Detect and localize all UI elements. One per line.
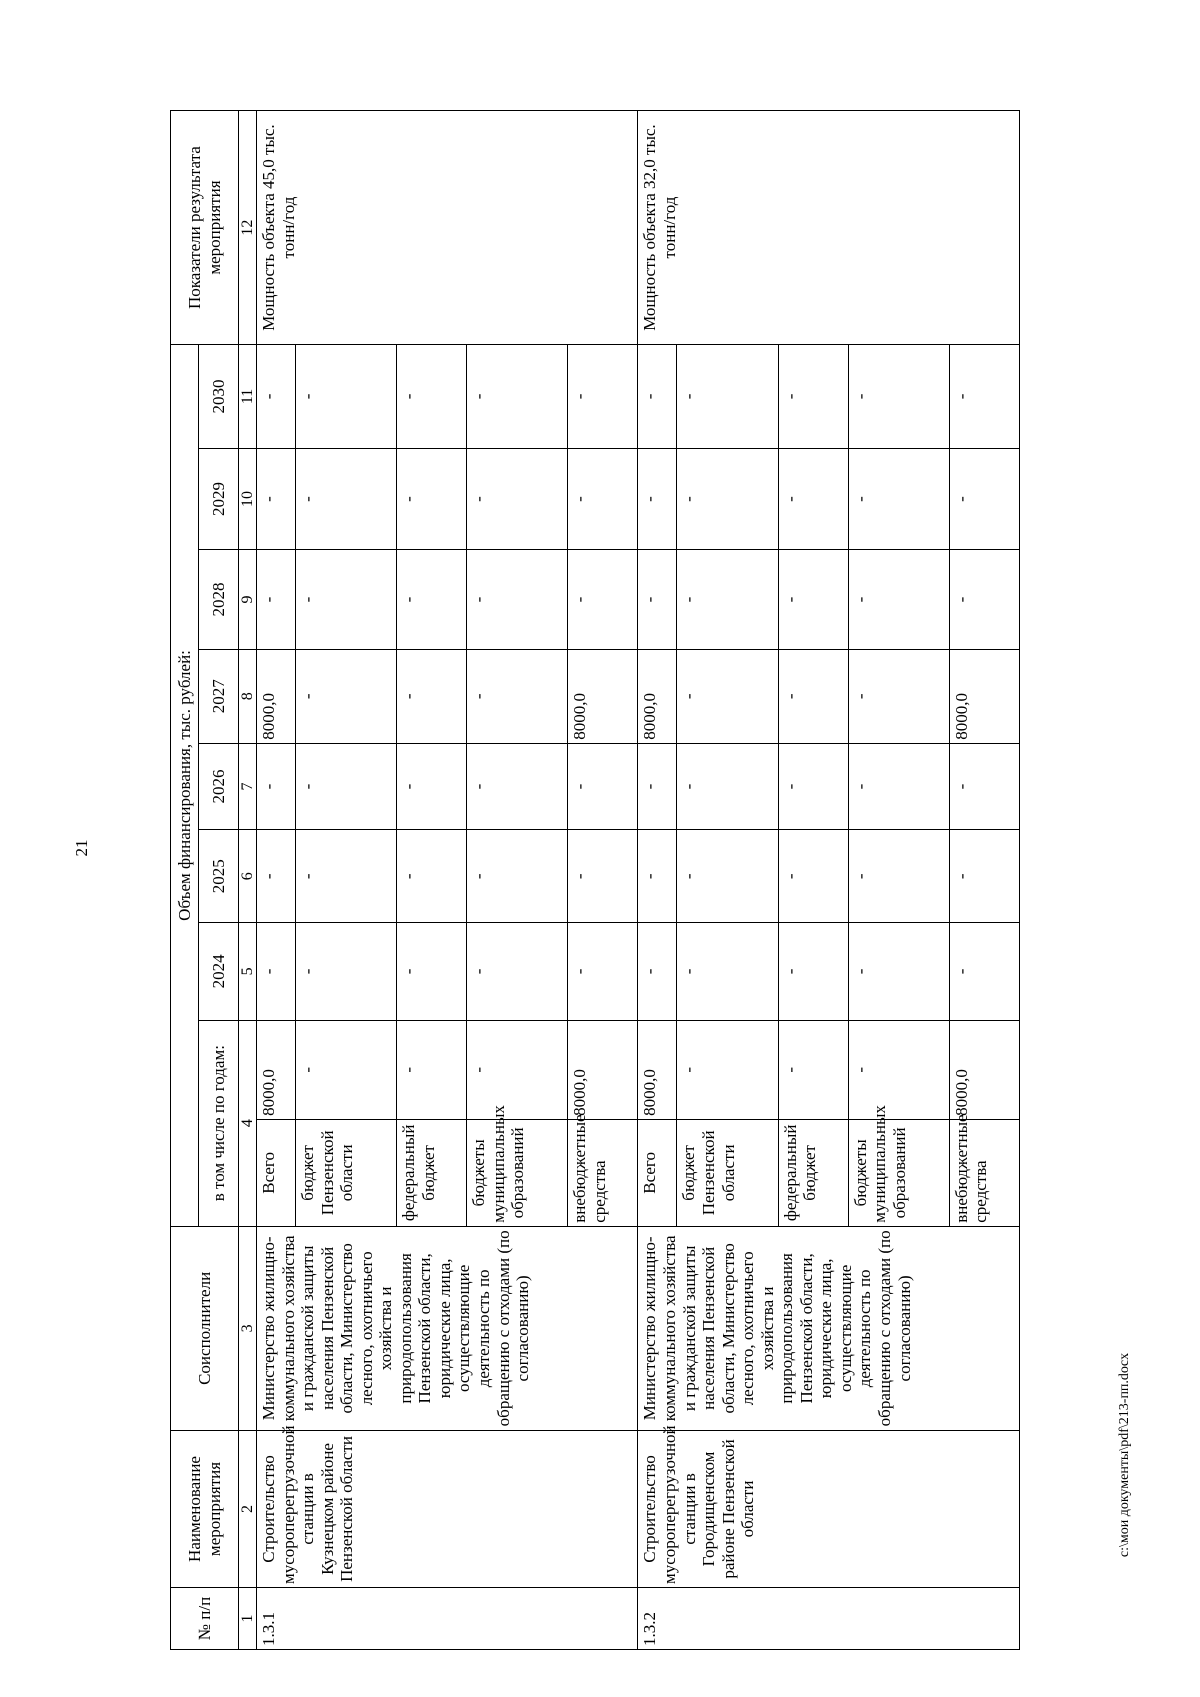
funding-year-value: -	[568, 830, 638, 923]
funding-year-value: -	[397, 550, 467, 649]
item-name: Строительство мусороперегрузочной станции в Кузнецком районе Пензенской области	[257, 1430, 638, 1587]
funding-year-value: -	[848, 649, 949, 743]
funding-year-value: -	[638, 550, 677, 649]
funding-source: внебюджетные средства	[949, 1119, 1019, 1226]
funding-year-value: -	[467, 830, 568, 923]
funding-year-value: -	[949, 448, 1019, 550]
funding-year-value: -	[677, 830, 778, 923]
funding-year-value: -	[467, 550, 568, 649]
column-number: 11	[239, 345, 257, 449]
funding-year-value: -	[295, 649, 396, 743]
header-year: 2027	[199, 649, 239, 743]
funding-source: бюджет Пензенской области	[677, 1119, 778, 1226]
funding-year-value: -	[467, 923, 568, 1020]
item-result: Мощность объекта 45,0 тыс. тонн/год	[257, 111, 638, 345]
header-result: Показатели результата мероприятия	[171, 111, 239, 345]
funding-year-value: -	[677, 923, 778, 1020]
funding-source: бюджет Пензенской области	[295, 1119, 396, 1226]
header-coexecutors: Соисполнители	[171, 1226, 239, 1430]
funding-year-value: -	[295, 550, 396, 649]
funding-year-value: -	[778, 830, 848, 923]
table-row	[638, 111, 677, 1650]
funding-year-value: -	[257, 830, 296, 923]
header-year: 2029	[199, 448, 239, 550]
page-number: 21	[72, 839, 91, 857]
funding-year-value: -	[638, 923, 677, 1020]
funding-year-value: -	[677, 550, 778, 649]
funding-source: федеральный бюджет	[397, 1119, 467, 1226]
funding-year-value: -	[949, 743, 1019, 830]
funding-year-value: -	[848, 345, 949, 449]
funding-year-value: -	[568, 923, 638, 1020]
header-num: № п/п	[171, 1588, 239, 1650]
column-number: 12	[239, 111, 257, 345]
column-number: 9	[239, 550, 257, 649]
funding-year-value: -	[397, 743, 467, 830]
funding-year-value: -	[848, 550, 949, 649]
header-year: 2024	[199, 923, 239, 1020]
funding-year-value: -	[638, 345, 677, 449]
funding-total: 8000,0	[638, 1020, 677, 1119]
column-number: 1	[239, 1588, 257, 1650]
funding-year-value: 8000,0	[949, 649, 1019, 743]
header-year: 2026	[199, 743, 239, 830]
funding-year-value: -	[949, 923, 1019, 1020]
funding-year-value: -	[295, 448, 396, 550]
column-number: 4	[239, 1020, 257, 1226]
funding-year-value: -	[778, 448, 848, 550]
funding-year-value: -	[257, 550, 296, 649]
funding-year-value: -	[568, 743, 638, 830]
funding-year-value: -	[295, 743, 396, 830]
funding-year-value: -	[638, 448, 677, 550]
funding-total: -	[677, 1020, 778, 1119]
funding-year-value: -	[778, 649, 848, 743]
funding-year-value: 8000,0	[257, 649, 296, 743]
funding-year-value: -	[848, 743, 949, 830]
funding-year-value: -	[677, 743, 778, 830]
funding-year-value: 8000,0	[568, 649, 638, 743]
item-coexecutors: Министерство жилищно-коммунального хозяйства и гражданской защиты населения Пензенской области, Министерство лесного, охотничьего хозяйства и природопользования Пензенской области, юридические лица, осуществляющие деятельность по обращению с отходами (по согласованию)	[257, 1226, 638, 1430]
funding-year-value: -	[778, 923, 848, 1020]
funding-year-value: -	[257, 448, 296, 550]
rotated-table-wrapper	[170, 110, 1020, 1650]
funding-year-value: -	[397, 830, 467, 923]
funding-year-value: -	[677, 649, 778, 743]
header-incl-years: в том числе по годам:	[199, 1020, 239, 1226]
footer-file-path: c:\мои документы\pdf\213-пп.docx	[1117, 1352, 1132, 1558]
header-name: Наименование мероприятия	[171, 1430, 239, 1587]
funding-source: бюджеты муниципальных образований	[848, 1119, 949, 1226]
funding-year-value: -	[295, 830, 396, 923]
column-number: 5	[239, 923, 257, 1020]
funding-year-value: -	[467, 649, 568, 743]
header-year: 2030	[199, 345, 239, 449]
funding-year-value: -	[397, 448, 467, 550]
funding-year-value: -	[257, 743, 296, 830]
funding-total: 8000,0	[257, 1020, 296, 1119]
funding-year-value: -	[568, 448, 638, 550]
header-year: 2025	[199, 830, 239, 923]
funding-total: -	[467, 1020, 568, 1119]
item-result: Мощность объекта 32,0 тыс. тонн/год	[638, 111, 1020, 345]
item-coexecutors: Министерство жилищно-коммунального хозяйства и гражданской защиты населения Пензенской области, Министерство лесного, охотничьего хозяйства и природопользования Пензенской области, юридические лица, осуществляющие деятельность по обращению с отходами (по согласованию)	[638, 1226, 1020, 1430]
funding-total: -	[778, 1020, 848, 1119]
column-number: 7	[239, 743, 257, 830]
funding-year-value: -	[397, 649, 467, 743]
funding-year-value: -	[638, 743, 677, 830]
funding-total: -	[848, 1020, 949, 1119]
funding-year-value: -	[568, 345, 638, 449]
funding-year-value: -	[848, 830, 949, 923]
column-number: 8	[239, 649, 257, 743]
financing-table	[170, 110, 1020, 1650]
funding-year-value: -	[397, 345, 467, 449]
funding-year-value: -	[257, 345, 296, 449]
funding-year-value: -	[467, 743, 568, 830]
funding-year-value: -	[467, 345, 568, 449]
funding-total: 8000,0	[568, 1020, 638, 1119]
funding-total: -	[295, 1020, 396, 1119]
funding-year-value: -	[778, 345, 848, 449]
funding-year-value: -	[848, 448, 949, 550]
funding-source: внебюджетные средства	[568, 1119, 638, 1226]
funding-year-value: -	[295, 345, 396, 449]
funding-year-value: -	[295, 923, 396, 1020]
funding-year-value: -	[257, 923, 296, 1020]
header-financing-volume: Объем финансирования, тыс. рублей:	[171, 345, 199, 1227]
funding-year-value: -	[677, 345, 778, 449]
funding-year-value: -	[677, 448, 778, 550]
header-year: 2028	[199, 550, 239, 649]
column-number: 2	[239, 1430, 257, 1587]
funding-year-value: -	[778, 743, 848, 830]
funding-source: бюджеты муниципальных образований	[467, 1119, 568, 1226]
funding-year-value: -	[467, 448, 568, 550]
column-number: 6	[239, 830, 257, 923]
funding-source: Всего	[257, 1119, 296, 1226]
funding-year-value: -	[568, 550, 638, 649]
funding-year-value: -	[397, 923, 467, 1020]
funding-total: -	[397, 1020, 467, 1119]
item-number: 1.3.2	[638, 1588, 1020, 1650]
item-number: 1.3.1	[257, 1588, 638, 1650]
column-number: 10	[239, 448, 257, 550]
table-row	[257, 111, 296, 1650]
item-name: Строительство мусороперегрузочной станции в Городищенском районе Пензенской области	[638, 1430, 1020, 1587]
funding-year-value: -	[949, 550, 1019, 649]
funding-year-value: -	[848, 923, 949, 1020]
column-number: 3	[239, 1226, 257, 1430]
funding-source: Всего	[638, 1119, 677, 1226]
funding-year-value: -	[778, 550, 848, 649]
funding-total: 8000,0	[949, 1020, 1019, 1119]
funding-year-value: -	[949, 345, 1019, 449]
funding-year-value: -	[949, 830, 1019, 923]
funding-source: федеральный бюджет	[778, 1119, 848, 1226]
funding-year-value: -	[638, 830, 677, 923]
funding-year-value: 8000,0	[638, 649, 677, 743]
